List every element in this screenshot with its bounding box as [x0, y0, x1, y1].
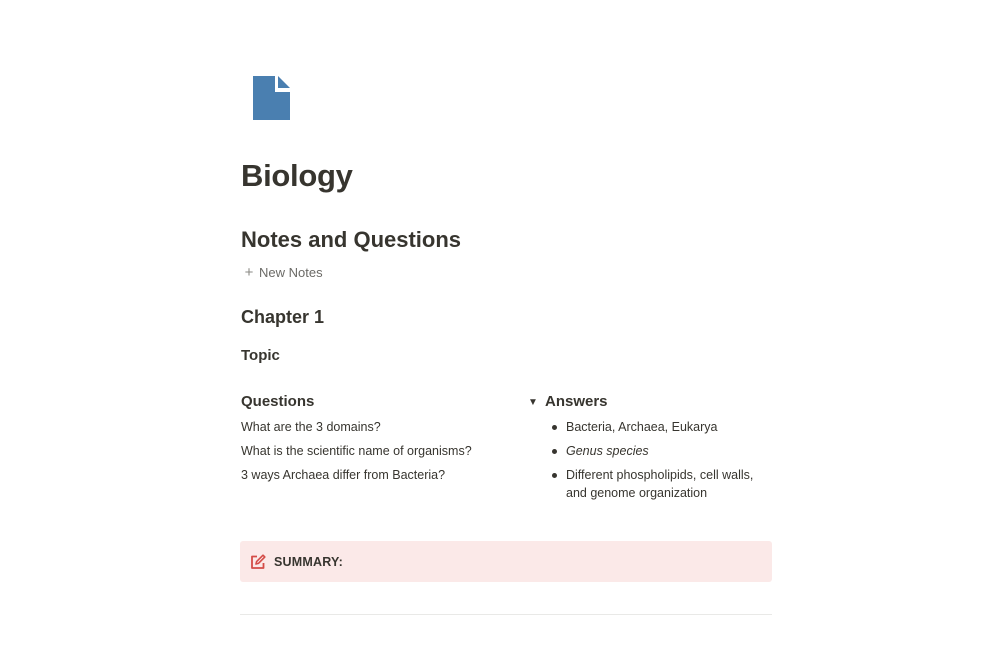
triangle-down-icon[interactable]: ▼: [528, 396, 538, 408]
page-title[interactable]: Biology: [241, 158, 353, 193]
answers-toggle-block: [528, 392, 772, 508]
summary-label: SUMMARY:: [274, 554, 343, 569]
question-item[interactable]: What is the scientific name of organisms?: [241, 444, 472, 458]
new-notes-label: New Notes: [259, 265, 323, 280]
question-item[interactable]: What are the 3 domains?: [241, 420, 381, 434]
document-icon[interactable]: [253, 76, 290, 120]
divider: [240, 614, 772, 615]
question-item[interactable]: 3 ways Archaea differ from Bacteria?: [241, 468, 446, 482]
answer-item[interactable]: Different phospholipids, cell walls, and genome organization: [550, 466, 772, 502]
answers-heading[interactable]: Answers: [545, 393, 608, 410]
section-heading[interactable]: Notes and Questions: [241, 227, 462, 252]
summary-callout[interactable]: [240, 541, 772, 582]
answer-item[interactable]: Bacteria, Archaea, Eukarya: [550, 418, 772, 436]
questions-heading[interactable]: Questions: [241, 393, 315, 410]
questions-column: [241, 392, 511, 490]
plus-icon: +: [244, 264, 254, 281]
answer-item[interactable]: Genus species: [550, 442, 772, 460]
edit-icon[interactable]: [250, 554, 266, 570]
topic-heading[interactable]: Topic: [241, 347, 280, 364]
answers-list: [528, 418, 772, 502]
chapter-heading[interactable]: Chapter 1: [241, 307, 325, 327]
new-notes-button[interactable]: [243, 264, 323, 282]
